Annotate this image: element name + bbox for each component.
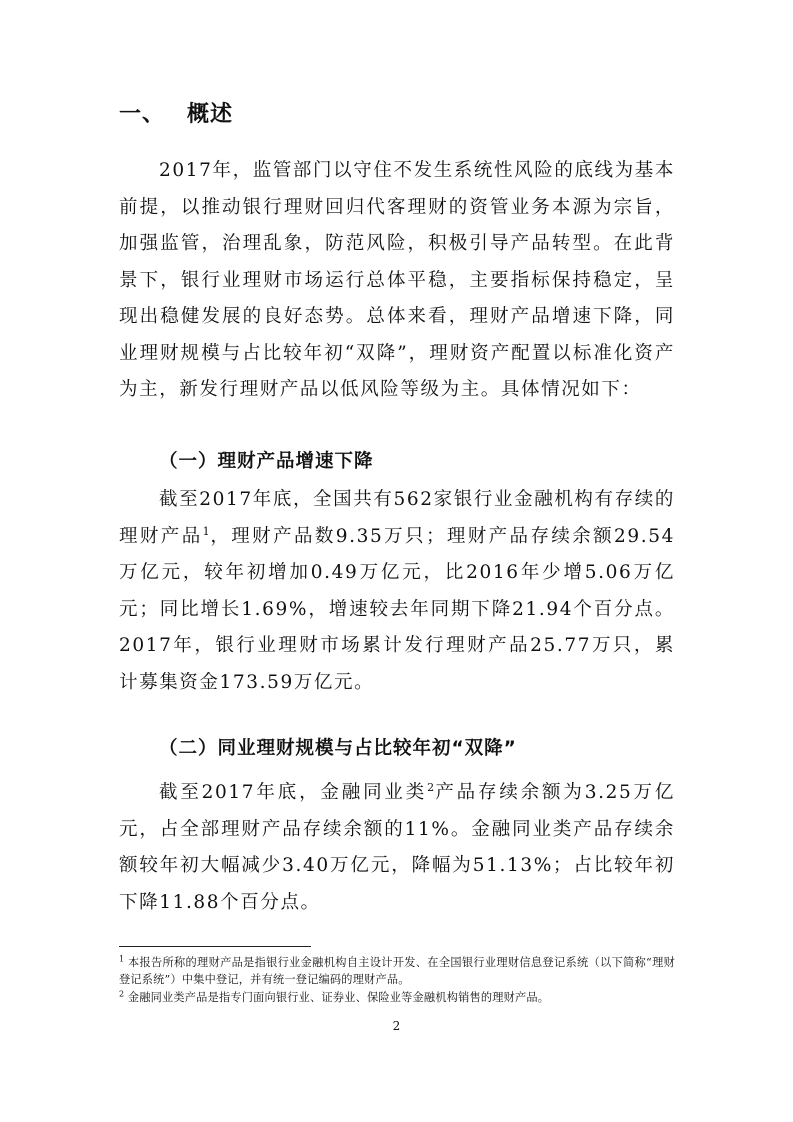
footnote-2 xyxy=(119,990,675,1007)
footnote-ref-1[interactable]: 1 xyxy=(202,524,210,538)
paragraph-2-text-b: 产品存续余额为3.25万亿元，占全部理财产品存续余额的11%。金融同业类产品存续余额较年初大幅减少3.40万亿元，降幅为51.13%；占比较年初下降11.88个百分点。 xyxy=(119,782,675,913)
paragraph-1-text-b: ，理财产品数9.35万只；理财产品存续余额29.54万亿元，较年初增加0.49万亿元，比2016年少增5.06万亿元；同比增长1.69%，增速较去年同期下降21.94个百分点。2017年，银行业理财市场累计发行理财产品25.77万只，累计募集资金173.59万亿元。 xyxy=(119,525,675,693)
footnote-2-mark: 2 xyxy=(119,989,125,999)
paragraph-2-text-a: 截至2017年底，金融同业类 xyxy=(159,782,428,803)
paragraph-1 xyxy=(119,482,675,701)
footnote-1-text: 本报告所称的理财产品是指银行业金融机构自主设计开发、在全国银行业理财信息登记系统（以下简称“理财登记系统”）中集中登记，并有统一登记编码的理财产品。 xyxy=(119,956,675,986)
section-title: 概述 xyxy=(187,102,234,127)
footnote-ref-2[interactable]: 2 xyxy=(427,780,435,794)
footnote-1-mark: 1 xyxy=(119,954,125,964)
footnote-1 xyxy=(119,955,675,988)
footnote-divider xyxy=(119,946,311,947)
paragraph-2 xyxy=(119,775,675,921)
subheading-1: （一）理财产品增速下降 xyxy=(159,451,374,472)
section-number: 一、 xyxy=(119,102,166,127)
footnote-2-text: 金融同业类产品是指专门面向银行业、证券业、保险业等金融机构销售的理财产品。 xyxy=(124,991,550,1004)
intro-paragraph: 2017年，监管部门以守住不发生系统性风险的底线为基本前提，以推动银行理财回归代客理财的资管业务本源为宗旨，加强监管，治理乱象，防范风险，积极引导产品转型。在此背景下，银行业理财市场运行总体平稳，主要指标保持稳定，呈现出稳健发展的良好态势。总体来看，理财产品增速下降，同业理财规模与占比较年初“双降”，理财资产配置以标准化资产为主，新发行理财产品以低风险等级为主。具体情况如下： xyxy=(119,160,675,400)
page-number: 2 xyxy=(392,1019,401,1033)
subheading-2: （二）同业理财规模与占比较年初“双降” xyxy=(159,738,517,759)
paragraph-1-text-a: 截至2017年底，全国共有562家银行业金融机构有存续的理财产品 xyxy=(119,489,675,547)
section-heading xyxy=(119,100,233,130)
